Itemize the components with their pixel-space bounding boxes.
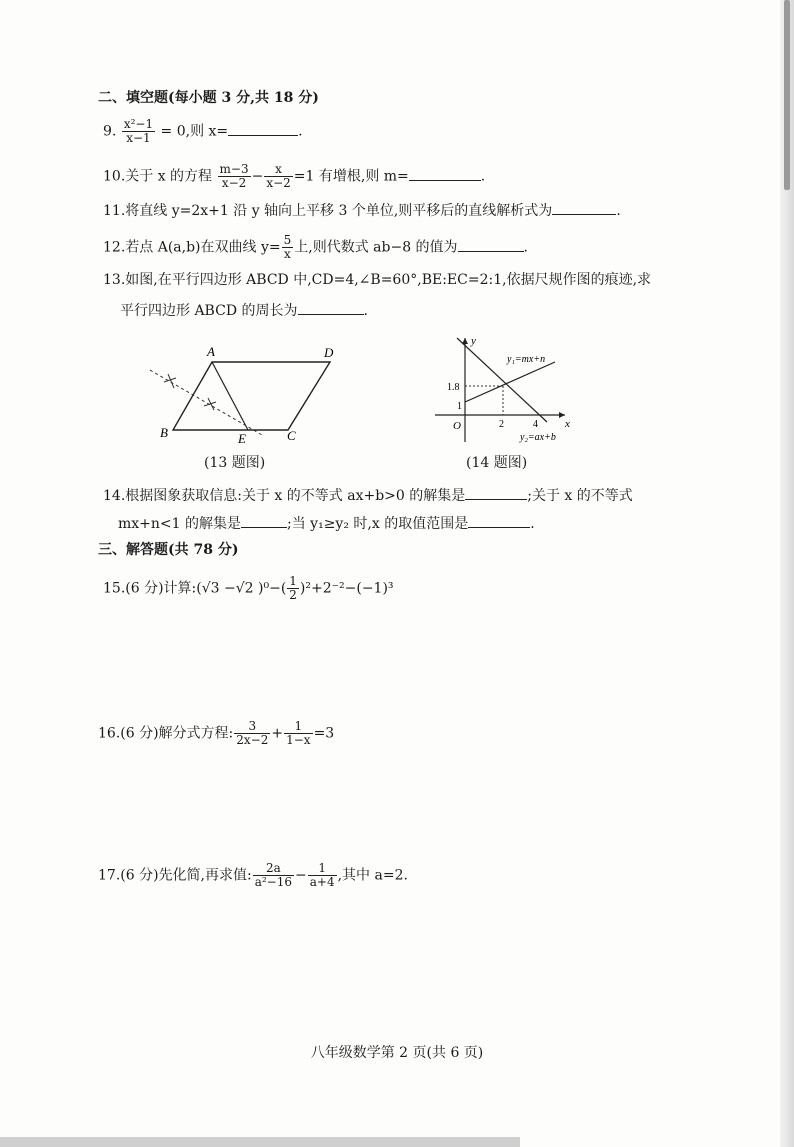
q10-f1-denominator: x−2: [221, 176, 247, 190]
tick-4: 4: [533, 419, 538, 430]
q16-fraction-1: [234, 720, 270, 747]
page-footer: 八年级数学第 2 页(共 6 页): [310, 1045, 484, 1061]
arc-mark-1: [164, 374, 176, 388]
q17-f1-numerator: 2a: [253, 862, 294, 876]
scrollbar-thumb[interactable]: [784, 0, 790, 190]
q14-text-c: mx+n<1 的解集是: [118, 516, 242, 532]
question-9: [103, 118, 303, 145]
q10-answer-blank[interactable]: [409, 166, 481, 181]
q15-text-b: )²+2⁻²−(−1)³: [299, 580, 394, 597]
q12-numerator: 5: [283, 233, 292, 247]
q13-end: .: [363, 303, 368, 319]
label-c: C: [287, 428, 296, 443]
q10-f2-denominator: x−2: [266, 176, 291, 190]
q16-f1-denominator: 2x−2: [236, 733, 269, 747]
q17-f2-numerator: 1: [308, 862, 337, 876]
q13-text: 平行四边形 ABCD 的周长为: [120, 303, 298, 319]
q17-fraction-2: [308, 862, 337, 889]
q14-text-b: ;关于 x 的不等式: [527, 488, 633, 504]
question-14-line-1: [103, 485, 633, 506]
label-y1: y₁=mx+n: [507, 354, 546, 365]
tick-1: 1: [457, 401, 462, 412]
q11-answer-blank[interactable]: [552, 200, 616, 215]
origin-label: O: [453, 420, 461, 432]
question-17: [98, 862, 408, 889]
q14-text-d: ;当 y₁≥y₂ 时,x 的取值范围是: [287, 516, 469, 532]
q17-f2-denominator: a+4: [309, 875, 335, 889]
tick-1-8: 1.8: [447, 382, 460, 393]
question-10: [103, 163, 485, 190]
tick-2: 2: [499, 419, 504, 430]
q17-fraction-1: [253, 862, 294, 889]
q17-text-a: 17.(6 分)先化简,再求值:: [98, 867, 252, 884]
q17-text-b: ,其中 a=2.: [337, 867, 408, 884]
q10-minus: −: [251, 168, 264, 185]
q12-text-a: 12.若点 A(a,b)在双曲线 y=: [103, 239, 281, 256]
figure-13-parallelogram: [140, 340, 360, 450]
section-2-title: 二、填空题(每小题 3 分,共 18 分): [98, 90, 319, 106]
question-13-line-2: [120, 300, 368, 321]
question-16: [98, 720, 334, 747]
q14-end: .: [530, 516, 535, 532]
q15-text-a: 15.(6 分)计算:(√3 −√2 )⁰−(: [103, 580, 287, 597]
q16-fraction-2: [284, 720, 312, 747]
figure-14-graph: [425, 330, 585, 450]
label-d: D: [324, 345, 334, 360]
q16-f1-numerator: 3: [234, 720, 270, 734]
parallelogram-abcd: [173, 362, 330, 430]
q15-numerator: 1: [289, 574, 297, 588]
q9-denominator: x−1: [126, 131, 151, 145]
q16-text-a: 16.(6 分)解分式方程:: [98, 725, 234, 742]
q12-end: .: [523, 239, 528, 256]
arc-mark-2: [204, 398, 216, 410]
q9-number: 9.: [103, 123, 117, 140]
q16-plus: +: [271, 725, 284, 742]
q9-text: = 0,则 x=: [160, 123, 229, 140]
q11-text: 11.将直线 y=2x+1 沿 y 轴向上平移 3 个单位,则平移后的直线解析式为: [103, 203, 553, 219]
q15-fraction: [287, 575, 299, 602]
q12-answer-blank[interactable]: [458, 237, 524, 252]
q12-fraction: [282, 234, 294, 261]
q13-answer-blank[interactable]: [298, 300, 364, 315]
q16-text-b: =3: [313, 725, 335, 742]
q12-denominator: x: [284, 247, 291, 261]
figure-13-caption: (13 题图): [204, 455, 266, 471]
q10-text-b: =1 有增根,则 m=: [293, 168, 409, 185]
q9-numerator: x²−1: [123, 117, 154, 131]
question-14-line-2: [118, 513, 535, 534]
section-3-title: 三、解答题(共 78 分): [98, 542, 239, 558]
q16-f2-denominator: 1−x: [286, 733, 311, 747]
q15-denominator: 2: [289, 588, 297, 602]
q9-fraction: [122, 118, 155, 145]
label-a: A: [207, 344, 215, 359]
q10-f2-numerator: x: [264, 163, 292, 177]
q17-minus: −: [295, 867, 307, 884]
label-b: B: [160, 425, 168, 440]
q14-answer-blank-1[interactable]: [465, 485, 527, 500]
q9-answer-blank[interactable]: [228, 121, 298, 136]
q14-answer-blank-2[interactable]: [241, 513, 287, 528]
line-y1: [465, 362, 555, 402]
segment-ae: [212, 362, 248, 430]
q9-end: .: [298, 123, 303, 140]
q10-text-a: 10.关于 x 的方程: [103, 168, 213, 185]
horizontal-scrollbar[interactable]: [0, 1137, 520, 1147]
label-y2: y₂=ax+b: [520, 432, 556, 443]
q12-text-b: 上,则代数式 ab−8 的值为: [294, 239, 458, 256]
q10-fraction-1: [218, 163, 251, 190]
question-15: [103, 575, 394, 602]
y-axis-label: y: [471, 335, 476, 347]
question-12: [103, 234, 528, 261]
q10-f1-numerator: m−3: [219, 162, 249, 176]
question-11: [103, 200, 621, 221]
q14-text-a: 14.根据图象获取信息:关于 x 的不等式 ax+b>0 的解集是: [103, 488, 466, 504]
q14-answer-blank-3[interactable]: [468, 513, 530, 528]
scrollbar[interactable]: [780, 0, 794, 1147]
line-y2: [457, 338, 547, 422]
q11-end: .: [616, 203, 621, 219]
figure-14-caption: (14 题图): [466, 455, 528, 471]
question-13-line-1: 13.如图,在平行四边形 ABCD 中,CD=4,∠B=60°,BE:EC=2:1,依据尺规作图的痕迹,求: [103, 272, 652, 288]
x-axis-label: x: [565, 418, 570, 430]
q10-fraction-2: [264, 163, 292, 190]
q16-f2-numerator: 1: [284, 720, 312, 734]
q10-end: .: [480, 168, 486, 185]
label-e: E: [238, 431, 246, 446]
q17-f1-denominator: a²−16: [254, 875, 293, 889]
